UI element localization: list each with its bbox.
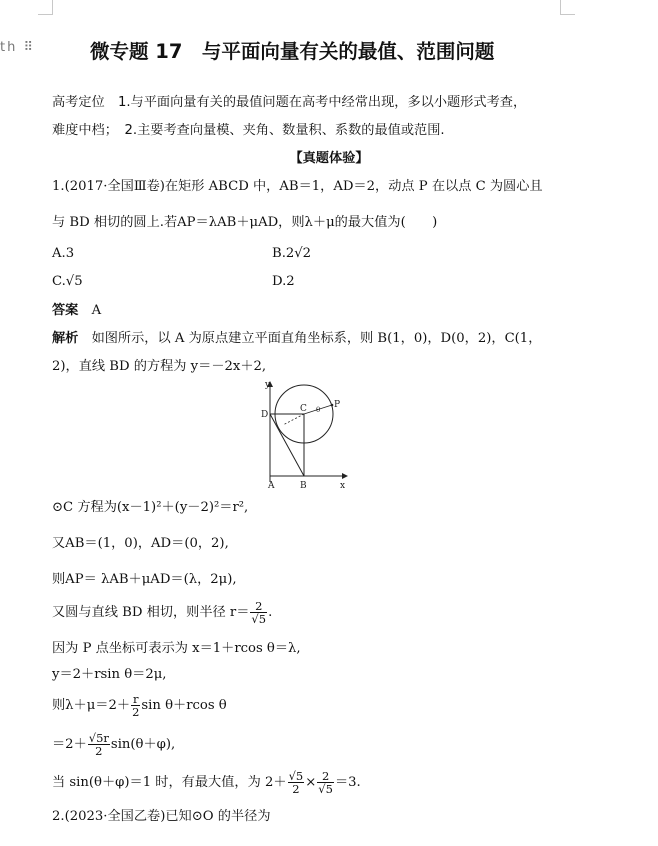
page-corner-mark-right xyxy=(560,0,575,15)
solution-eq-max: 当 sin(θ＋φ)＝1 时，有最大值，为 2＋ $\frac{√5}{2}$ × $\frac{2}{√5}$ ＝3. xyxy=(52,769,361,796)
label-a: A xyxy=(268,481,275,490)
intro-line-2: 难度中档； 2.主要考查向量模、夹角、数量积、系数的最值或范围. xyxy=(52,123,445,138)
label-b: B xyxy=(300,481,307,490)
q1-option-b: B.2√2 xyxy=(272,246,312,261)
page-corner-mark-left xyxy=(38,0,53,15)
point-p xyxy=(331,404,334,407)
coordinate-figure xyxy=(256,378,352,490)
q1-option-a: A.3 xyxy=(52,246,75,261)
q1-line-2: 与 BD 相切的圆上.若AP＝λAB＋μAD，则λ＋μ的最大值为( ) xyxy=(52,215,438,230)
solution-eq-ap: 则AP＝ λAB＋μAD＝(λ，2μ), xyxy=(52,572,237,587)
truncation-fade xyxy=(285,805,365,827)
line-bd xyxy=(270,414,304,476)
answer-label: 答案 xyxy=(52,303,79,318)
tangent-radius xyxy=(283,414,304,425)
label-y: y xyxy=(265,380,271,390)
page-title: 微专题 17 与平面向量有关的最值、范围问题 xyxy=(90,40,495,63)
solution-eq-sum: 则λ＋μ＝2＋ $\frac{r}{2}$ sin θ＋rcos θ xyxy=(52,692,227,719)
solution-eq-radius: 又圆与直线 BD 相切，则半径 r＝ $\frac{2}{√5}$ . xyxy=(52,599,273,626)
q1-line-1: 1.(2017·全国Ⅲ卷)在矩形 ABCD 中，AB＝1，AD＝2，动点 P 在以点 C 为圆心且 xyxy=(52,179,543,194)
intro-line-1: 高考定位 1.与平面向量有关的最值问题在高考中经常出现，多以小题形式考查， xyxy=(52,95,527,110)
fraction-radius: $\frac{2}{√5}$ xyxy=(251,599,267,626)
q1-option-c: C.√5 xyxy=(52,274,83,289)
intro-label: 高考定位 xyxy=(52,95,105,110)
solution-eq-py: y＝2＋rsin θ＝2μ, xyxy=(52,667,167,682)
label-theta: θ xyxy=(316,406,321,414)
q1-option-d: D.2 xyxy=(272,274,295,289)
fraction-sqrt5r-over-2: $\frac{√5r}{2}$ xyxy=(88,731,109,758)
solution-eq-sum-2: ＝2＋ $\frac{√5r}{2}$ sin(θ＋φ), xyxy=(52,731,176,758)
answer-value: A xyxy=(91,303,102,318)
label-p: P xyxy=(334,400,341,410)
solution-line-1: 解析 如图所示，以 A 为原点建立平面直角坐标系，则 B(1，0)，D(0，2)，C(1， xyxy=(52,331,542,346)
section-header: 【真题体验】 xyxy=(289,151,369,166)
solution-eq-px: 因为 P 点坐标可表示为 x＝1＋rcos θ＝λ, xyxy=(52,641,301,656)
fraction-sqrt5-over-2: $\frac{√5}{2}$ xyxy=(288,769,304,796)
answer-line xyxy=(52,302,101,320)
q2-line-1: 2.(2023·全国乙卷)已知⊙O 的半径为 xyxy=(52,809,271,824)
solution-eq-circle: ⊙C 方程为(x－1)²＋(y－2)²＝r², xyxy=(52,500,249,515)
label-c: C xyxy=(300,404,307,414)
x-axis-arrow-icon xyxy=(342,473,348,479)
label-d: D xyxy=(261,410,269,420)
label-x: x xyxy=(340,481,346,490)
fraction-r-over-2: $\frac{r}{2}$ xyxy=(132,692,140,719)
solution-label: 解析 xyxy=(52,331,79,346)
fraction-2-over-sqrt5: $\frac{2}{√5}$ xyxy=(318,769,333,796)
solution-line-2: 2)，直线 BD 的方程为 y＝－2x＋2, xyxy=(52,359,267,374)
solution-eq-ab-ad: 又AB＝(1，0)，AD＝(0，2), xyxy=(52,536,229,551)
paragraph-handle-icon[interactable]: th ⠿ xyxy=(0,40,35,55)
